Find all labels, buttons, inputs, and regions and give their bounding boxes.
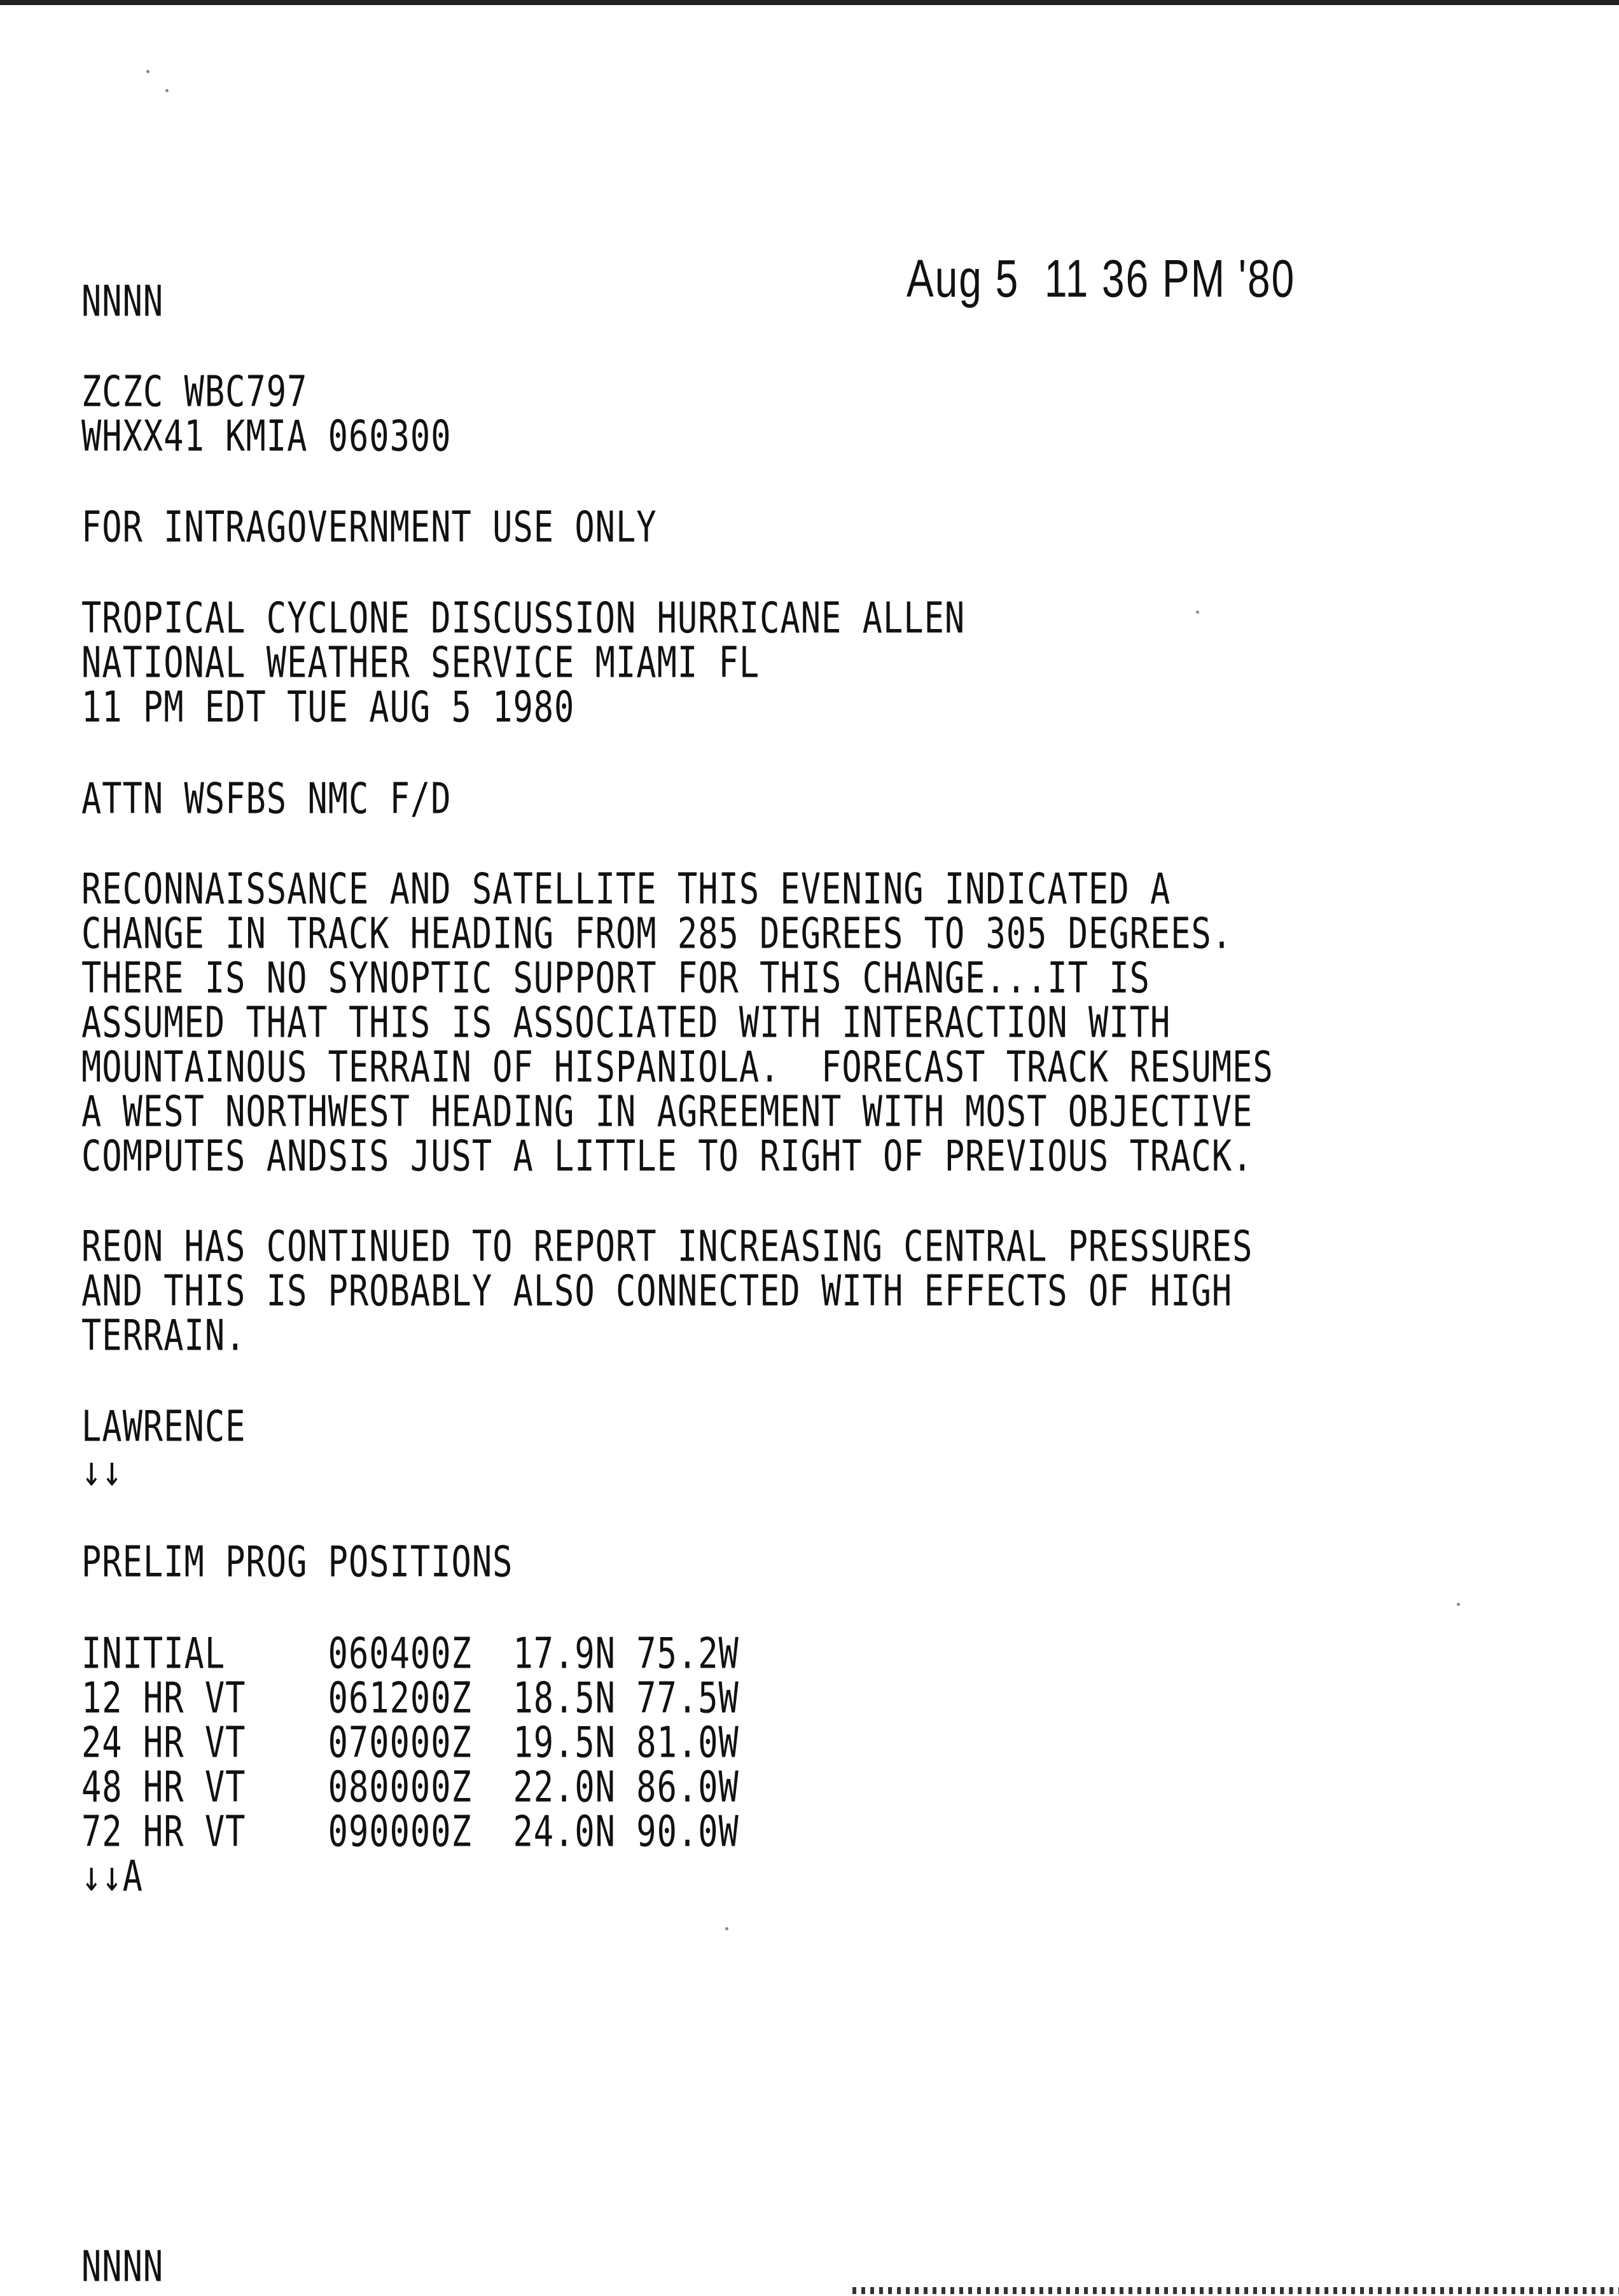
position-row: 24 HR VT 070000Z 19.5N 81.0W (81, 1719, 739, 1768)
message-id-zczc: ZCZC WBC797 (81, 368, 308, 417)
received-time-stamp: Aug 5 11 36 PM '80 (907, 249, 1296, 308)
end-arrows: ↓↓ (81, 1447, 123, 1497)
paragraph-line: MOUNTAINOUS TERRAIN OF HISPANIOLA. FORECAST TRACK RESUMES (81, 1043, 1274, 1093)
paper-speck (146, 70, 149, 73)
position-row: 48 HR VT 080000Z 22.0N 86.0W (81, 1763, 739, 1813)
restriction-notice: FOR INTRAGOVERNMENT USE ONLY (81, 503, 657, 553)
bottom-edge-rule (852, 2287, 1619, 2294)
paragraph-line: RECONNAISSANCE AND SATELLITE THIS EVENING INDICATED A (81, 865, 1171, 915)
issuing-agency: NATIONAL WEATHER SERVICE MIAMI FL (81, 639, 760, 688)
paper-speck (165, 89, 169, 92)
position-row: INITIAL 060400Z 17.9N 75.2W (81, 1629, 739, 1679)
start-marker-nnnn: NNNN (81, 277, 164, 327)
end-marker-nnnn: NNNN (81, 2243, 164, 2292)
paragraph-line: THERE IS NO SYNOPTIC SUPPORT FOR THIS CHANGE...IT IS (81, 954, 1150, 1004)
paragraph-line: CHANGE IN TRACK HEADING FROM 285 DEGREES TO 305 DEGREES. (81, 909, 1233, 959)
paragraph-line: COMPUTES ANDSIS JUST A LITTLE TO RIGHT OF PREVIOUS TRACK. (81, 1132, 1253, 1182)
attention-line: ATTN WSFBS NMC F/D (81, 775, 452, 824)
issue-datetime: 11 PM EDT TUE AUG 5 1980 (81, 683, 575, 733)
discussion-title: TROPICAL CYCLONE DISCUSSION HURRICANE ALLEN (81, 594, 966, 644)
paper-speck (1457, 1603, 1460, 1606)
paper-speck (1196, 611, 1199, 614)
paragraph-line: REON HAS CONTINUED TO REPORT INCREASING CENTRAL PRESSURES (81, 1222, 1253, 1272)
forecaster-signature: LAWRENCE (81, 1402, 246, 1452)
position-row: 12 HR VT 061200Z 18.5N 77.5W (81, 1674, 739, 1724)
position-row: 72 HR VT 090000Z 24.0N 90.0W (81, 1808, 739, 1857)
prog-positions-heading: PRELIM PROG POSITIONS (81, 1538, 513, 1587)
end-arrows-a: ↓↓A (81, 1852, 143, 1902)
top-edge-rule (0, 0, 1619, 5)
paragraph-line: AND THIS IS PROBABLY ALSO CONNECTED WITH EFFECTS OF HIGH (81, 1267, 1233, 1317)
paragraph-line: ASSUMED THAT THIS IS ASSOCIATED WITH INTERACTION WITH (81, 999, 1171, 1048)
header-code: WHXX41 KMIA 060300 (81, 412, 452, 462)
paragraph-line: TERRAIN. (81, 1311, 246, 1361)
paper-speck (725, 1927, 728, 1930)
paragraph-line: A WEST NORTHWEST HEADING IN AGREEMENT WITH MOST OBJECTIVE (81, 1088, 1253, 1137)
